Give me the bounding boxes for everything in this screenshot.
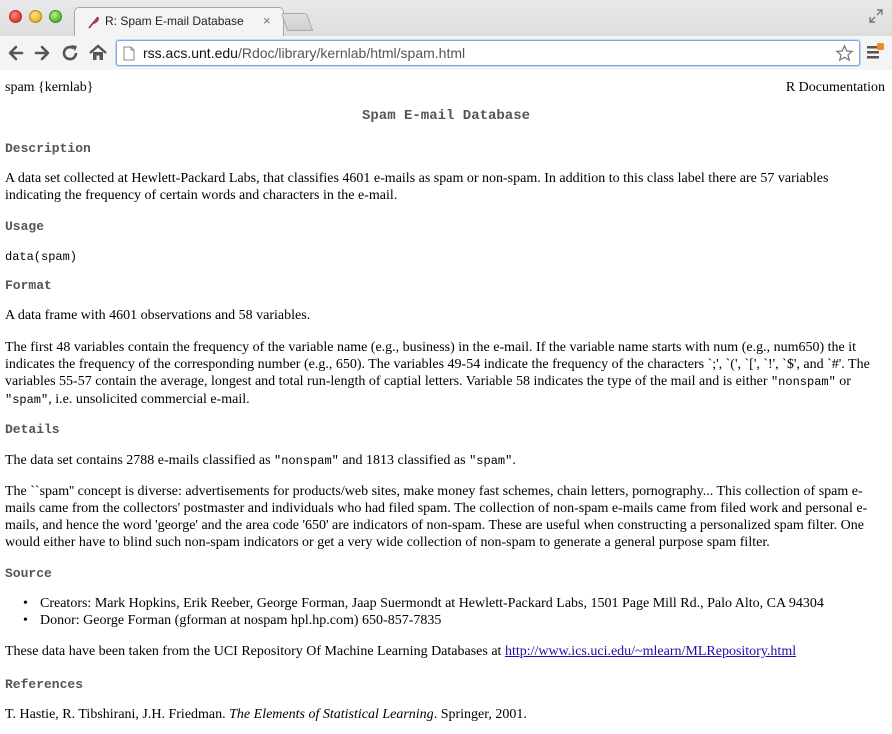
- forward-arrow-icon: [30, 41, 54, 65]
- bookmark-star-icon[interactable]: [835, 44, 854, 63]
- format-code-spam: "spam": [5, 393, 49, 407]
- references-publisher: . Springer, 2001.: [433, 707, 527, 722]
- references-heading: References: [5, 677, 84, 692]
- source-item-creators: • Creators: Mark Hopkins, Erik Reeber, George Forman, Jaap Suermondt at Hewlett-Packard Labs, 1501 Page Mill Rd., Palo Alto, CA 94304: [22, 595, 882, 612]
- forward-button[interactable]: [30, 41, 54, 65]
- zoom-window-button[interactable]: [49, 10, 62, 23]
- browser-toolbar: [0, 36, 892, 70]
- minimize-window-button[interactable]: [29, 10, 42, 23]
- description-heading: Description: [5, 141, 91, 156]
- package-label: spam {kernlab}: [5, 80, 94, 95]
- reload-icon: [58, 41, 82, 65]
- source-list: [22, 595, 882, 629]
- details-paragraph-1: [5, 452, 885, 470]
- menu-icon[interactable]: [866, 43, 884, 61]
- references-authors: T. Hastie, R. Tibshirani, J.H. Friedman.: [5, 707, 230, 722]
- page-content: [0, 70, 892, 734]
- source-heading: Source: [5, 566, 52, 581]
- format-paragraph-1: A data frame with 4601 observations and 58 variables.: [5, 308, 311, 323]
- home-icon: [86, 41, 110, 65]
- usage-heading: Usage: [5, 219, 45, 234]
- home-button[interactable]: [86, 41, 110, 65]
- close-window-button[interactable]: [9, 10, 22, 23]
- back-button[interactable]: [4, 41, 28, 65]
- details-text-a: The data set contains 2788 e-mails classified as: [5, 453, 275, 468]
- format-text-a: The first 48 variables contain the frequency of the variable name (e.g., business) in the e-mail. If the variable name starts with num (e.g., num650) the it indicates the frequency of the corresponding number (e.g., 650). The variables 49-54 indicate the frequency of the characters `;', `(', `[', `!', `$', and `#'. The variables 55-57 contain the average, longest and total run-length of captial letters. Variable 58 indicates the type of the mail and is either: [5, 340, 870, 389]
- new-tab-button[interactable]: [281, 13, 314, 31]
- format-text-b: or: [835, 374, 851, 389]
- details-code-nonspam: "nonspam": [274, 454, 339, 468]
- source-text: These data have been taken from the UCI Repository Of Machine Learning Databases at: [5, 644, 505, 659]
- tab-title: R: Spam E-mail Database: [105, 14, 244, 28]
- description-text: A data set collected at Hewlett-Packard Labs, that classifies 4601 e-mails as spam or non-spam. In addition to this class label there are 57 variables indicating the frequency of certain words and characters in the e-mail.: [5, 171, 829, 203]
- source-paragraph: [5, 643, 885, 660]
- r-documentation-label: R Documentation: [785, 80, 885, 95]
- format-heading: Format: [5, 278, 52, 293]
- usage-code-text: data(spam): [5, 250, 78, 264]
- back-arrow-icon: [4, 41, 28, 65]
- page-title: Spam E-mail Database: [361, 108, 531, 124]
- usage-code: [5, 248, 885, 266]
- page-icon: [123, 46, 135, 61]
- tab-close-icon[interactable]: ×: [263, 13, 271, 28]
- details-text-b: and 1813 classified as: [338, 453, 470, 468]
- browser-chrome: [0, 0, 892, 70]
- details-paragraph-2: The ``spam'' concept is diverse: advertisements for products/web sites, make money fast schemes, chain letters, pornography... This collection of spam e-mails came from the collectors' postmaster and individuals who had filed spam. The collection of non-spam e-mails came from filed work and personal e-mails, and hence the word 'george' and the area code '650' are indicators of non-spam. These are useful when constructing a personalized spam filter. One would either have to blind such non-spam indicators or get a very wide collection of non-spam to generate a general purpose spam filter.: [5, 484, 868, 550]
- fullscreen-icon[interactable]: [868, 8, 884, 24]
- format-paragraph-2: [5, 339, 885, 409]
- url-host: rss.acs.unt.edu: [143, 45, 238, 61]
- details-text-c: .: [512, 453, 516, 468]
- format-code-nonspam: "nonspam": [770, 375, 836, 389]
- reload-button[interactable]: [58, 41, 82, 65]
- tab-strip: [0, 0, 892, 36]
- url-path: /Rdoc/library/kernlab/html/spam.html: [237, 45, 466, 61]
- references-book-title: The Elements of Statistical Learning: [229, 707, 434, 722]
- r-feather-icon: [87, 15, 101, 29]
- url-text[interactable]: [143, 45, 465, 61]
- details-code-spam: "spam": [469, 454, 513, 468]
- format-text-c: , i.e. unsolicited commercial e-mail.: [48, 392, 250, 407]
- uci-repository-link[interactable]: http://www.ics.uci.edu/~mlearn/MLRepository.html: [504, 644, 797, 659]
- tab-active[interactable]: [74, 7, 284, 36]
- source-item-donor: • Donor: George Forman (gforman at nospam hpl.hp.com) 650-857-7835: [22, 612, 882, 629]
- address-bar[interactable]: [116, 40, 860, 66]
- details-heading: Details: [5, 422, 60, 437]
- references-paragraph: [5, 706, 885, 723]
